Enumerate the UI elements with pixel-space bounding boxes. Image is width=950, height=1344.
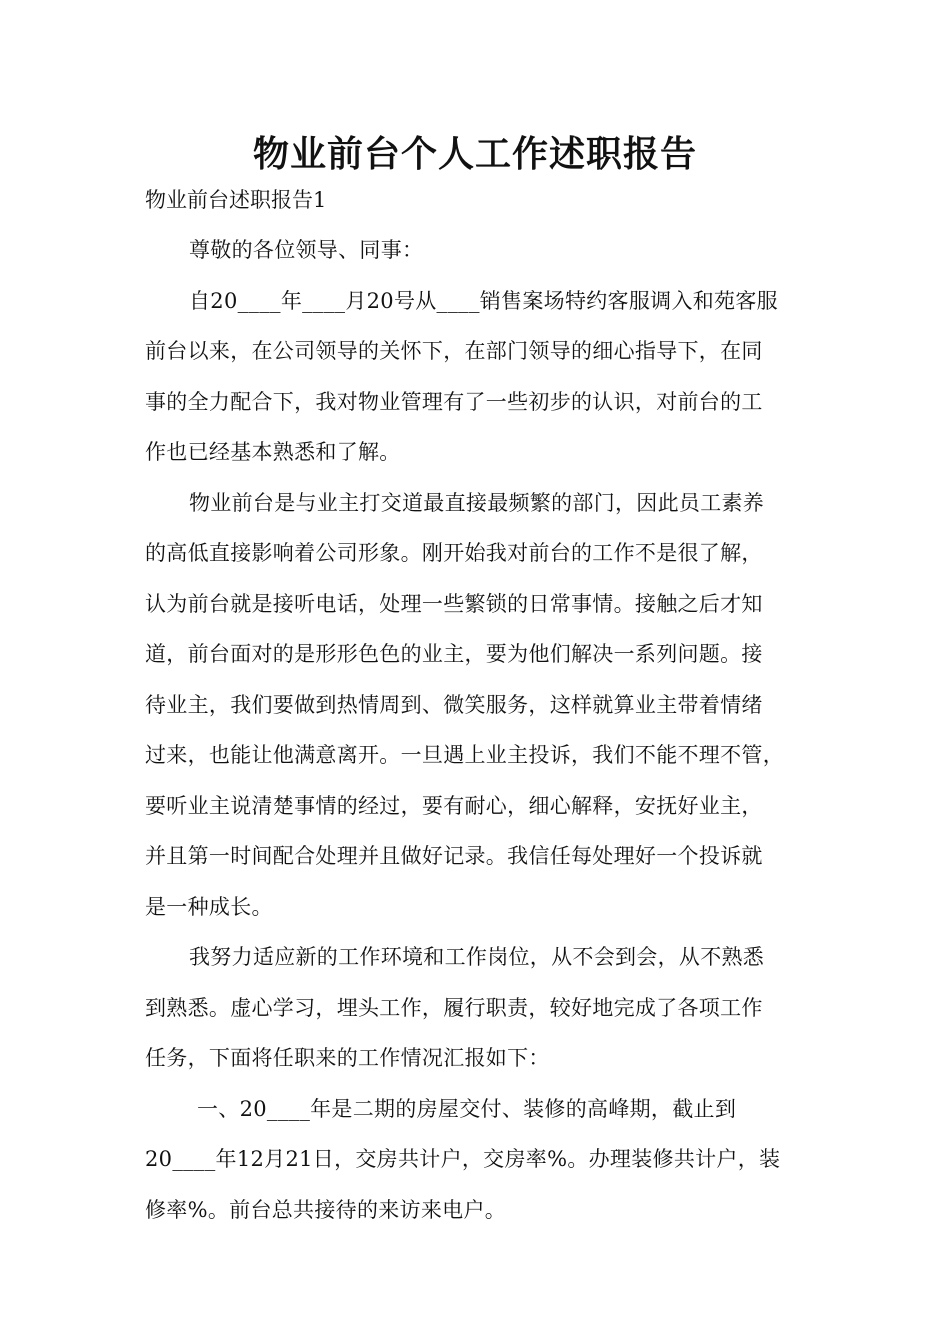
- text-line: 作也已经基本熟悉和了解。: [145, 440, 401, 464]
- text-line: 物业前台是与业主打交道最直接最频繁的部门，因此员工素养: [189, 490, 765, 515]
- text-line: 过来，也能让他满意离开。一旦遇上业主投诉，我们不能不理不管，: [145, 743, 784, 767]
- text-line: 前台以来，在公司领导的关怀下，在部门领导的细心指导下，在同: [145, 339, 763, 363]
- text-line: 尊敬的各位领导、同事：: [189, 238, 424, 262]
- text-line: 认为前台就是接听电话，处理一些繁锁的日常事情。接触之后才知: [145, 591, 763, 616]
- text-line: 待业主，我们要做到热情周到、微笑服务，这样就算业主带着情绪: [145, 692, 763, 717]
- text-line: 的高低直接影响着公司形象。刚开始我对前台的工作不是很了解，: [145, 541, 763, 565]
- text-line: 20____年12月21日，交房共计户，交房率%。办理装修共计户，装: [145, 1147, 781, 1171]
- text-line: 一、20____年是二期的房屋交付、装修的高峰期，截止到: [197, 1096, 737, 1121]
- text-line: 并且第一时间配合处理并且做好记录。我信任每处理好一个投诉就: [145, 844, 763, 868]
- text-line: 要听业主说清楚事情的经过，要有耐心，细心解释，安抚好业主，: [145, 793, 763, 818]
- text-line: 是一种成长。: [145, 894, 273, 919]
- text-line: 道，前台面对的是形形色色的业主，要为他们解决一系列问题。接: [145, 642, 763, 666]
- text-line: 到熟悉。虚心学习，埋头工作，履行职责，较好地完成了各项工作: [145, 995, 763, 1020]
- text-line: 任务，下面将任职来的工作情况汇报如下：: [145, 1046, 550, 1070]
- text-line: 修率%。前台总共接待的来访来电户。: [145, 1197, 507, 1222]
- text-line: 我努力适应新的工作环境和工作岗位，从不会到会，从不熟悉: [189, 945, 765, 969]
- document-subtitle: 物业前台述职报告1: [145, 188, 327, 212]
- text-line: 事的全力配合下，我对物业管理有了一些初步的认识，对前台的工: [145, 389, 763, 414]
- text-line: 自20____年____月20号从____销售案场特约客服调入和苑客服: [189, 288, 778, 313]
- document-title: 物业前台个人工作述职报告: [252, 133, 697, 175]
- document-body: [145, 232, 820, 1242]
